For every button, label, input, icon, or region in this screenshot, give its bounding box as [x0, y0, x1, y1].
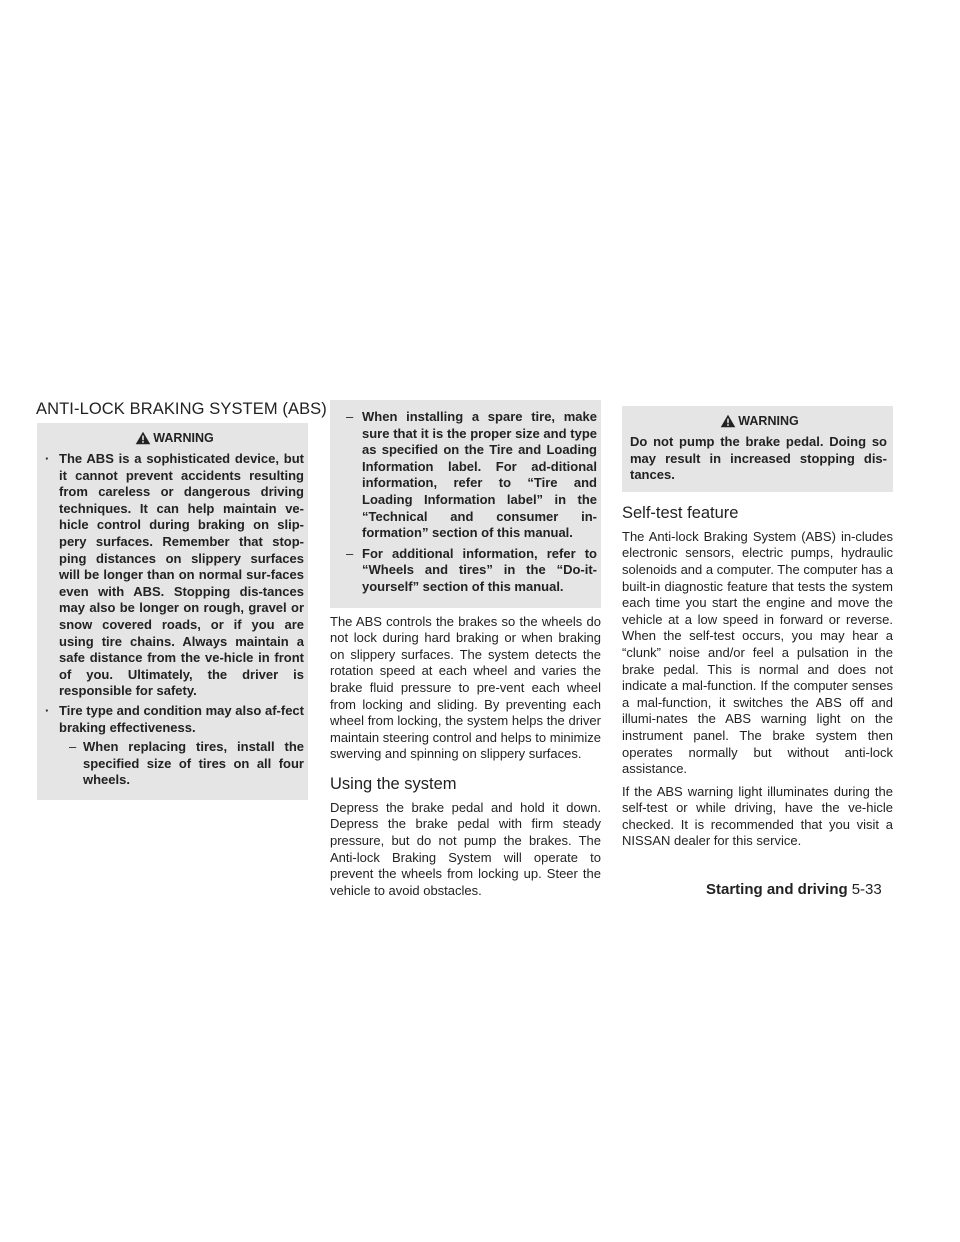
dash-mark: –	[346, 545, 354, 561]
column-3	[622, 400, 893, 854]
abs-description-paragraph: The ABS controls the brakes so the wheels do not lock during hard braking or when braking on slippery surfaces. The system detects the rotation speed at each wheel and varies the brake fluid pressure to pre-vent each wheel from locking and sliding. By preventing each wheel from locking, the system helps the driver maintain steering control and helps to minimize swerving and spinning on slippery surfaces.	[330, 613, 601, 762]
dash-mark: –	[69, 739, 77, 755]
dash-mark: –	[346, 409, 354, 424]
warning-bullet-tires: · Tire type and condition may also af-fect braking effectiveness.	[45, 703, 304, 736]
footer-page-number: 5-33	[851, 881, 882, 898]
section-title: ANTI-LOCK BRAKING SYSTEM (ABS)	[36, 400, 327, 418]
warning-header	[630, 414, 889, 428]
warning-dash-replacing-tires	[45, 739, 304, 789]
self-test-paragraph: The Anti-lock Braking System (ABS) in-cludes electronic sensors, electric pumps, hydraulic solenoids and a computer. The computer has a built-in diagnostic feature that tests the system each time you start the engine and move the vehicle at a low speed in forward or reverse. When the self-test occurs, you may hear a “clunk” noise and/or feel a pulsation in the brake pedal. This is normal and does not indicate a mal-function. If the computer senses a mal-function, it switches the ABS off and illumi-nates the ABS warning light on the instrument panel. The brake system then operates normally but without anti-lock assistance.	[622, 528, 893, 777]
warning-dash-spare-tire	[338, 409, 597, 542]
warning-header	[45, 431, 304, 445]
warning-text-pump: Do not pump the brake pedal. Doing so may result in increased stopping dis-tances.	[630, 434, 887, 483]
warning-icon	[720, 414, 736, 428]
abs-light-paragraph: If the ABS warning light illuminates during the self-test or while driving, have the ve-hicle checked. It is recommended that you visit a NISSAN dealer for this service.	[622, 783, 893, 849]
warning-label: WARNING	[738, 414, 799, 428]
warning-label: WARNING	[153, 431, 214, 445]
warning-box-1-continued	[330, 400, 601, 608]
dash-text: When replacing tires, install the specified size of tires on all four wheels.	[83, 739, 304, 788]
warning-dash-additional-info	[338, 546, 597, 596]
column-2	[330, 400, 601, 903]
footer-chapter-title: Starting and driving	[706, 881, 848, 898]
using-system-paragraph: Depress the brake pedal and hold it down. Depress the brake pedal with firm steady pressure, but do not pump the brakes. The Anti-lock Braking System will operate to prevent the wheels from locking up. Steer the vehicle to avoid obstacles.	[330, 799, 601, 898]
dash-text: For additional information, refer to “Wheels and tires” in the “Do-it-yourself” section of this manual.	[362, 545, 597, 594]
dash-text: When installing a spare tire, make sure that it is the proper size and type as specified on the Tire and Loading Information label. For ad-ditional information, refer to “Tire and Loading Information label” in the “Technical and consumer in-formation” section of this manual.	[362, 409, 597, 541]
column-1	[36, 400, 327, 800]
warning-bullet-abs: · The ABS is a sophisticated device, but it cannot prevent accidents resulting from careless or dangerous driving techniques. It can help maintain ve-hicle control during braking on slip-pery surfaces. Remember that stop-ping distances on slippery surfaces will be longer than on normal sur-faces even with ABS. Stopping dis-tances may also be longer on rough, gravel or snow covered roads, or if you are using tire chains. Always maintain a safe distance from the ve-hicle in front of you. Ultimately, the driver is responsible for safety.	[45, 451, 304, 700]
using-system-heading: Using the system	[330, 774, 457, 793]
warning-box-2	[622, 406, 893, 492]
warning-icon	[135, 431, 151, 445]
warning-box-1	[37, 423, 308, 800]
self-test-heading: Self-test feature	[622, 503, 739, 522]
page-footer	[706, 881, 882, 898]
